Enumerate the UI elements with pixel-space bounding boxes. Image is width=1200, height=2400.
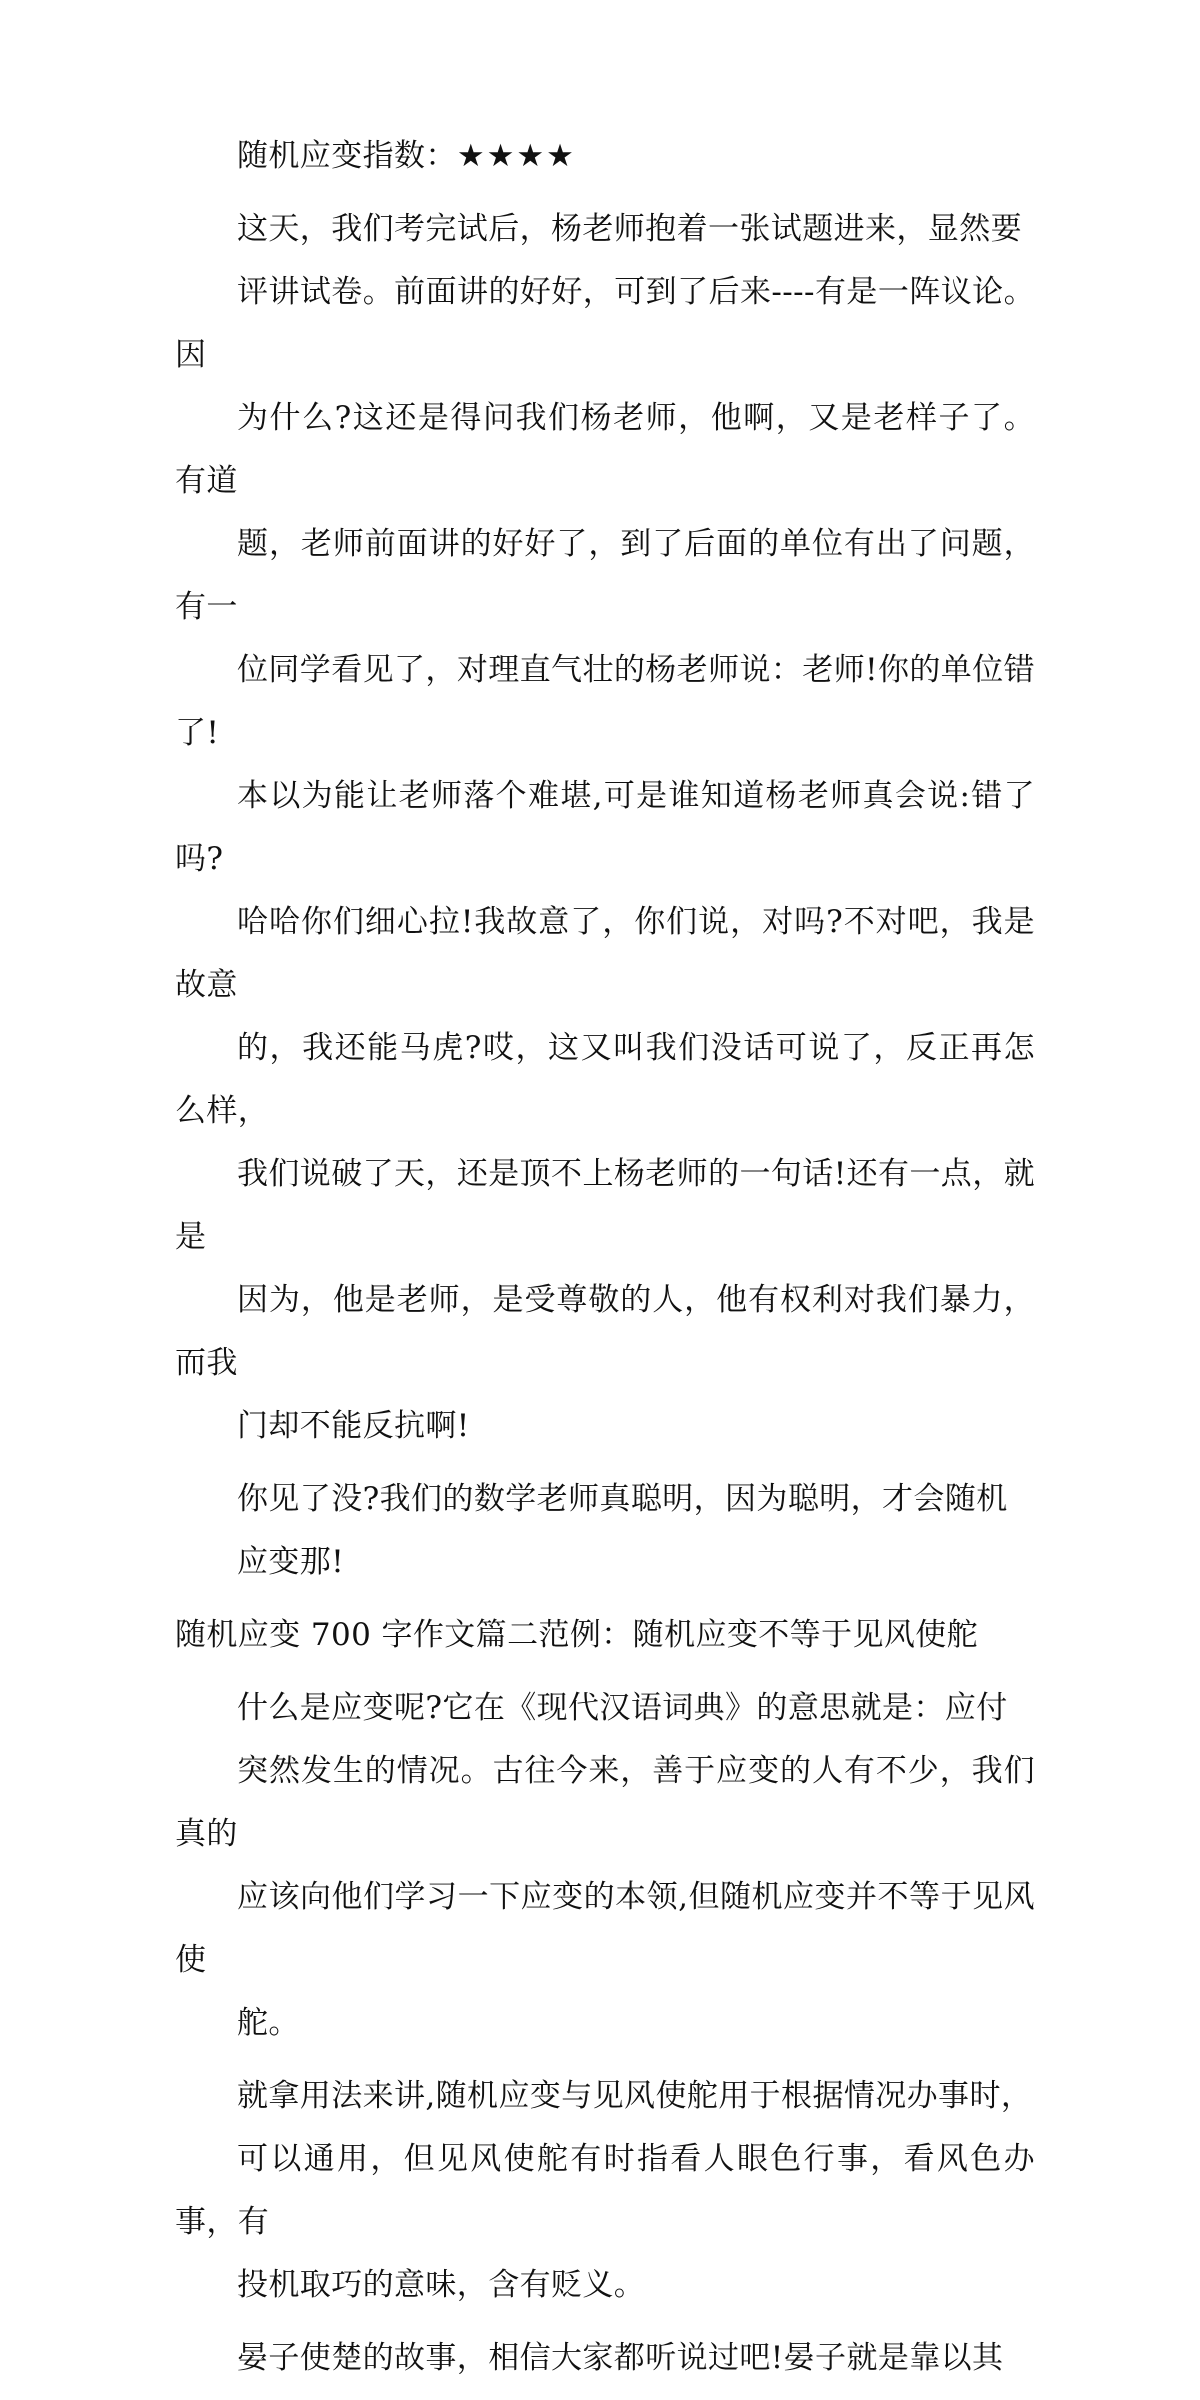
paragraph-2: [175, 1468, 1035, 1594]
paragraph-3: [175, 1677, 1035, 2055]
paragraph-line: 什么是应变呢?它在《现代汉语词典》的意思就是：应付: [237, 1690, 1008, 1726]
paragraph-line: 可以通用，但见风使舵有时指看人眼色行事，看风色办事，有: [175, 2141, 1035, 2240]
paragraph-line: 本以为能让老师落个难堪,可是谁知道杨老师真会说:错了吗?: [175, 778, 1035, 877]
paragraph-1: [175, 198, 1035, 1458]
rating-label: 随机应变指数：: [237, 138, 457, 174]
paragraph-line: 突然发生的情况。古往今来，善于应变的人有不少，我们真的: [175, 1753, 1035, 1852]
rating-stars: ★★★★: [456, 138, 576, 174]
paragraph-line: 因为，他是老师，是受尊敬的人，他有权利对我们暴力，而我: [175, 1282, 1035, 1381]
section-heading: 随机应变 700 字作文篇二范例：随机应变不等于见风使舵: [175, 1617, 979, 1653]
paragraph-line: 哈哈你们细心拉!我故意了，你们说，对吗?不对吧，我是故意: [175, 904, 1035, 1003]
paragraph-line: 投机取巧的意味，含有贬义。: [237, 2267, 646, 2303]
paragraph-line: 就拿用法来讲,随机应变与见风使舵用于根据情况办事时，: [237, 2078, 1033, 2114]
paragraph-line: 我们说破了天，还是顶不上杨老师的一句话!还有一点，就是: [175, 1156, 1035, 1255]
paragraph-line: 门却不能反抗啊!: [237, 1408, 470, 1444]
paragraph-line: 位同学看见了，对理直气壮的杨老师说：老师!你的单位错了!: [175, 652, 1035, 751]
paragraph-line: 你见了没?我们的数学老师真聪明，因为聪明，才会随机: [237, 1481, 1008, 1517]
paragraph-line: 晏子使楚的故事，相信大家都听说过吧!晏子就是靠以其: [237, 2340, 1004, 2376]
paragraph-line: 应变那!: [237, 1544, 345, 1580]
paragraph-line: 评讲试卷。前面讲的好好，可到了后来----有是一阵议论。因: [175, 274, 1035, 373]
document-body: [175, 125, 1035, 2400]
paragraph-line: 题，老师前面讲的好好了，到了后面的单位有出了问题，有一: [175, 526, 1035, 625]
paragraph-5: [175, 2327, 1035, 2390]
paragraph-line: 的，我还能马虎?哎，这又叫我们没话可说了，反正再怎么样，: [175, 1030, 1035, 1129]
paragraph-line: 这天，我们考完试后，杨老师抱着一张试题进来，显然要: [237, 211, 1022, 247]
paragraph-line: 应该向他们学习一下应变的本领,但随机应变并不等于见风使: [175, 1879, 1035, 1978]
rating-line: [175, 125, 1035, 188]
paragraph-line: 舵。: [237, 2005, 300, 2041]
paragraph-4: [175, 2065, 1035, 2317]
paragraph-line: 为什么?这还是得问我们杨老师，他啊，又是老样子了。有道: [175, 400, 1035, 499]
